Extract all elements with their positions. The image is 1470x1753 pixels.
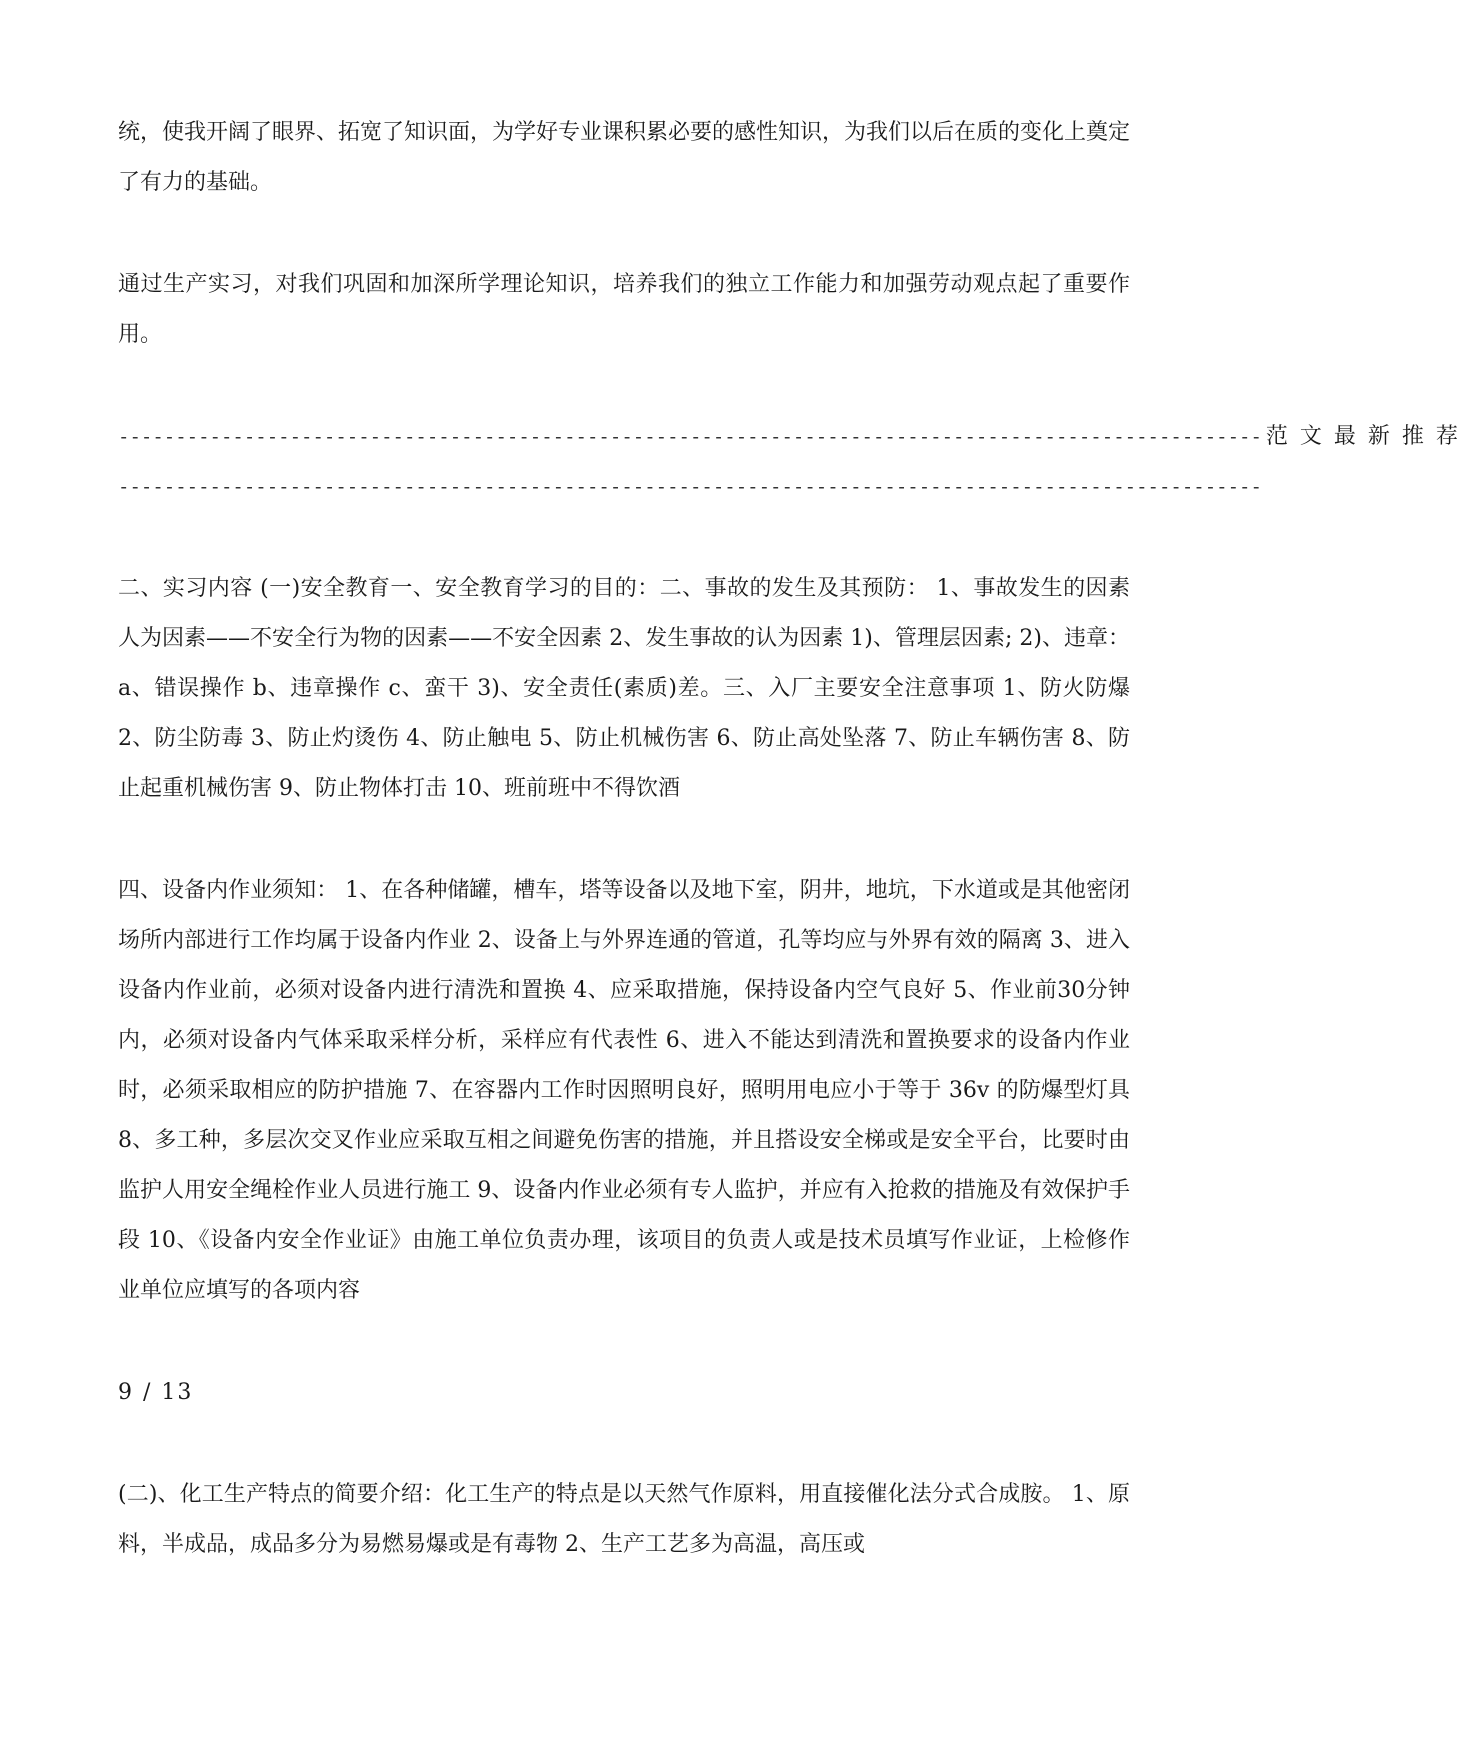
recommendation-label[interactable]: 范文最新推荐 — [1265, 424, 1470, 449]
paragraph-chemical-production: (二)、化工生产特点的简要介绍：化工生产的特点是以天然气作原料，用直接催化法分式合成胺。 1、原料，半成品，成品多分为易燃易爆或是有毒物 2、生产工艺多为高温，高压或 — [118, 1482, 1130, 1557]
paragraph-practice-significance: 通过生产实习，对我们巩固和加深所学理论知识，培养我们的独立工作能力和加强劳动观点起了重要作用。 — [118, 272, 1130, 347]
recommendation-separator — [118, 412, 1470, 512]
separator-dashes-bottom: ---------------------------------------------------------------------------------------------------- — [118, 476, 1262, 498]
separator-dashes-top: ---------------------------------------------------------------------------------------------------- — [118, 426, 1262, 448]
document-page — [118, 108, 1470, 1622]
page-number: 9 / 13 — [118, 1380, 194, 1405]
paragraph-internship-content: 二、实习内容 (一)安全教育一、安全教育学习的目的：二、事故的发生及其预防： 1、事故发生的因素人为因素——不安全行为物的因素——不安全因素 2、发生事故的认为因素 1)、管理层因素; 2)、违章： a、错误操作 b、违章操作 c、蛮干 3)、安全责任(素质)差。三、入厂主要安全注意事项 1、防火防爆 2、防尘防毒 3、防止灼烫伤 4、防止触电 5、防止机械伤害 6、防止高处坠落 7、防止车辆伤害 8、防止起重机械伤害 9、防止物体打击 10、班前班中不得饮酒 — [118, 576, 1130, 801]
paragraph-intro-continuation: 统，使我开阔了眼界、拓宽了知识面，为学好专业课积累必要的感性知识，为我们以后在质的变化上奠定了有力的基础。 — [118, 120, 1131, 195]
paragraph-equipment-work-notes: 四、设备内作业须知： 1、在各种储罐，槽车，塔等设备以及地下室，阴井，地坑，下水道或是其他密闭场所内部进行工作均属于设备内作业 2、设备上与外界连通的管道，孔等均应与外界有效的隔离 3、进入设备内作业前，必须对设备内进行清洗和置换 4、应采取措施，保持设备内空气良好 5、作业前30分钟内，必须对设备内气体采取采样分析，采样应有代表性 6、进入不能达到清洗和置换要求的设备内作业时，必须采取相应的防护措施 7、在容器内工作时因照明良好，照明用电应小于等于 36v 的防爆型灯具 8、多工种，多层次交叉作业应采取互相之间避免伤害的措施，并且搭设安全梯或是安全平台，比要时由监护人用安全绳栓作业人员进行施工 9、设备内作业必须有专人监护，并应有入抢救的措施及有效保护手段 10、《设备内安全作业证》由施工单位负责办理，该项目的负责人或是技术员填写作业证，上检修作业单位应填写的各项内容 — [118, 878, 1130, 1303]
separator-line-top — [118, 412, 1470, 462]
